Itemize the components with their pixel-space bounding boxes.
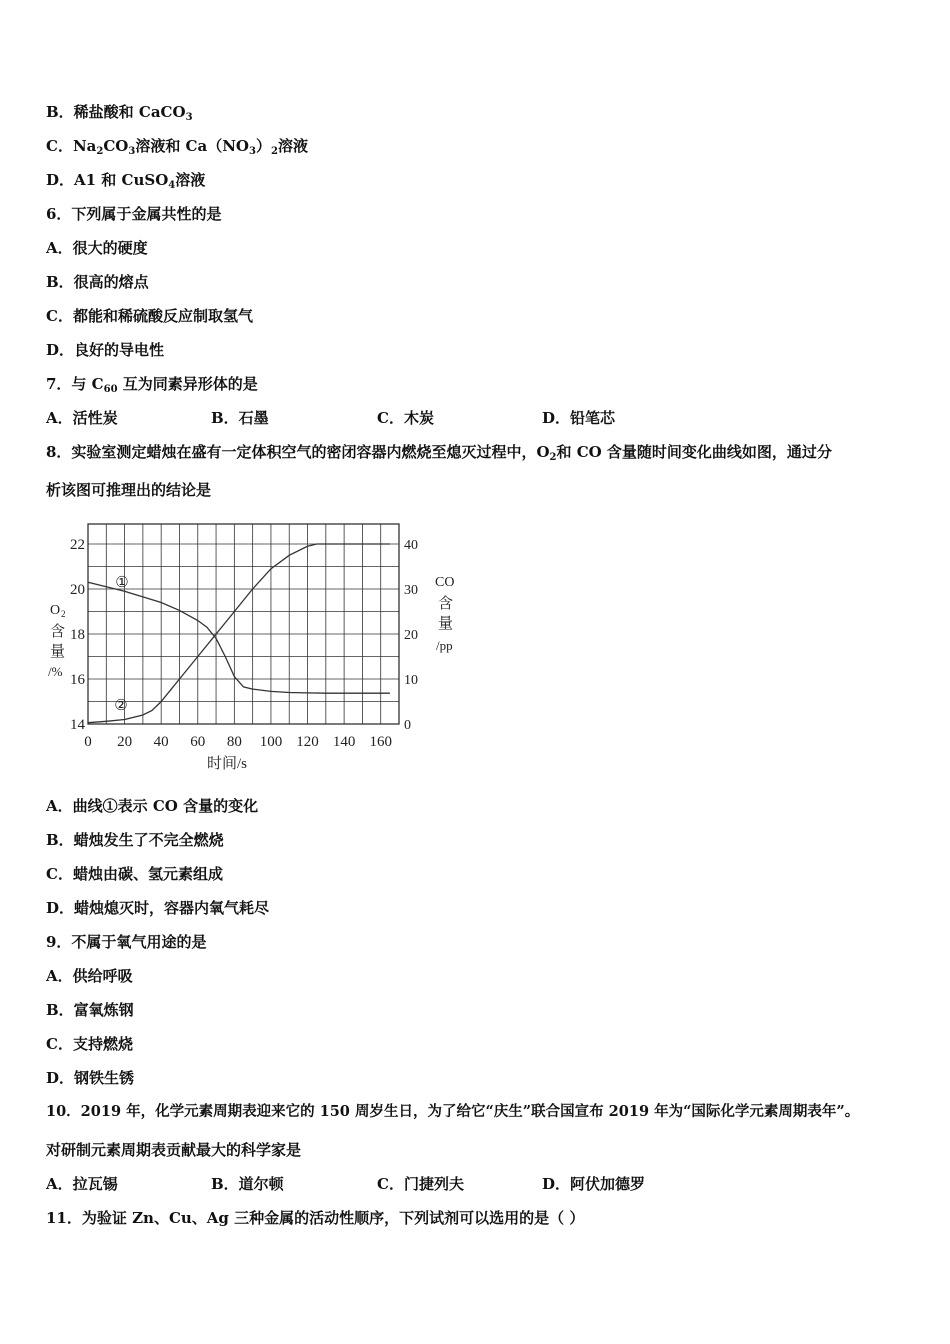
q10-option-b: B．道尔顿 (211, 1175, 284, 1193)
x-tick-label: 120 (296, 734, 319, 750)
series-line-2 (88, 544, 390, 723)
series-line-1 (88, 582, 390, 693)
q9-stem: 9．不属于氧气用途的是 (46, 933, 207, 951)
q10-option-c: C．门捷列夫 (377, 1175, 464, 1193)
chart-grid (88, 524, 399, 724)
chart-right-label (435, 575, 454, 653)
x-tick-label: 80 (226, 734, 242, 750)
q11-stem: 11．为验证 Zn、Cu、Ag 三种金属的活动性顺序，下列试剂可以选用的是（ ） (46, 1209, 585, 1227)
q9-option-a: A．供给呼吸 (46, 967, 133, 985)
chart-frame (88, 524, 399, 724)
left-tick-label: 20 (70, 582, 85, 598)
x-tick-label: 160 (369, 734, 392, 750)
q5-option-d: D．A1 和 CuSO$_4$溶液 (46, 171, 206, 191)
left-label-han1: 含 (50, 624, 66, 640)
q6-option-d: D．良好的导电性 (46, 341, 165, 359)
x-tick-label: 0 (84, 734, 92, 750)
q6-option-b: B．很高的熔点 (46, 273, 149, 291)
right-tick-label: 10 (404, 673, 418, 688)
q8-option-a: A．曲线①表示 CO 含量的变化 (46, 797, 259, 815)
right-label-co: CO (435, 575, 455, 590)
right-label-han2: 量 (438, 616, 454, 632)
x-tick-label: 100 (259, 734, 283, 750)
q8-chart (40, 518, 480, 780)
chart-x-ticks (84, 734, 392, 750)
left-tick-label: 14 (70, 717, 85, 733)
right-tick-label: 20 (404, 628, 418, 643)
q8-stem-line2: 析该图可推理出的结论是 (46, 481, 212, 499)
q7-option-b: B．石墨 (211, 409, 269, 427)
left-label-sub: 2 (61, 609, 66, 619)
q7-options (46, 408, 906, 428)
left-label-han2: 量 (50, 644, 66, 660)
chart-series (88, 544, 390, 723)
q10-option-d: D．阿伏加德罗 (542, 1175, 646, 1193)
q6-option-c: C．都能和稀硫酸反应制取氢气 (46, 307, 253, 325)
q5-option-c: C．$Na_2CO_3$溶液和 $Ca(NO_3)_2$溶液 (46, 137, 308, 157)
q8-option-d: D．蜡烛熄灭时，容器内氧气耗尽 (46, 899, 270, 917)
q8-stem-line1: 8．实验室测定蜡烛在盛有一定体积空气的密闭容器内燃烧至熄灭过程中，$O_2$和 CO 含量随时间变化曲线如图，通过分 (46, 443, 832, 463)
q7-option-c: C．木炭 (377, 409, 434, 427)
right-tick-label: 30 (404, 583, 418, 598)
q6-option-a: A．很大的硬度 (46, 239, 148, 257)
x-tick-label: 40 (153, 734, 169, 750)
q6-stem: 6．下列属于金属共性的是 (46, 205, 222, 223)
q10-options (46, 1174, 906, 1194)
q5-option-b: B．稀盐酸和 CaCO$_3$ (46, 103, 193, 123)
q7-option-a: A．活性炭 (46, 409, 118, 427)
chart-left-label (48, 603, 66, 679)
series-label-2: ② (114, 698, 128, 714)
q7-option-d: D．铅笔芯 (542, 409, 616, 427)
q9-option-c: C．支持燃烧 (46, 1035, 133, 1053)
left-tick-label: 16 (70, 672, 85, 688)
left-tick-label: 18 (70, 627, 85, 643)
q10-stem-line1: 10．2019 年，化学元素周期表迎来它的 150 周岁生日，为了给它“庆生”联合国宣布 2019 年为“国际化学元素周期表年”。 (46, 1103, 860, 1120)
right-tick-label: 40 (404, 538, 418, 553)
q7-stem: 7．与 $C_{60}$ 互为同素异形体的是 (46, 375, 258, 395)
series-label-1: ① (115, 575, 129, 591)
x-tick-label: 140 (332, 734, 356, 750)
left-label-o: O (50, 603, 61, 618)
q10-option-a: A．拉瓦锡 (46, 1175, 118, 1193)
q8-option-c: C．蜡烛由碳、氢元素组成 (46, 865, 223, 883)
x-tick-label: 60 (190, 734, 206, 750)
x-tick-label: 20 (117, 734, 133, 750)
q9-option-d: D．钢铁生锈 (46, 1069, 135, 1087)
chart-left-ticks (70, 537, 86, 733)
right-tick-label: 0 (404, 718, 411, 733)
right-label-han1: 含 (438, 596, 454, 612)
right-label-unit: /pp (436, 638, 453, 653)
chart-right-ticks (404, 538, 418, 733)
q8-option-b: B．蜡烛发生了不完全燃烧 (46, 831, 224, 849)
chart-x-label: 时间/s (206, 756, 248, 772)
left-tick-label: 22 (70, 537, 85, 553)
q10-stem-line2: 对研制元素周期表贡献最大的科学家是 (46, 1141, 302, 1159)
q9-option-b: B．富氧炼钢 (46, 1001, 134, 1019)
left-label-unit: /% (48, 664, 63, 679)
